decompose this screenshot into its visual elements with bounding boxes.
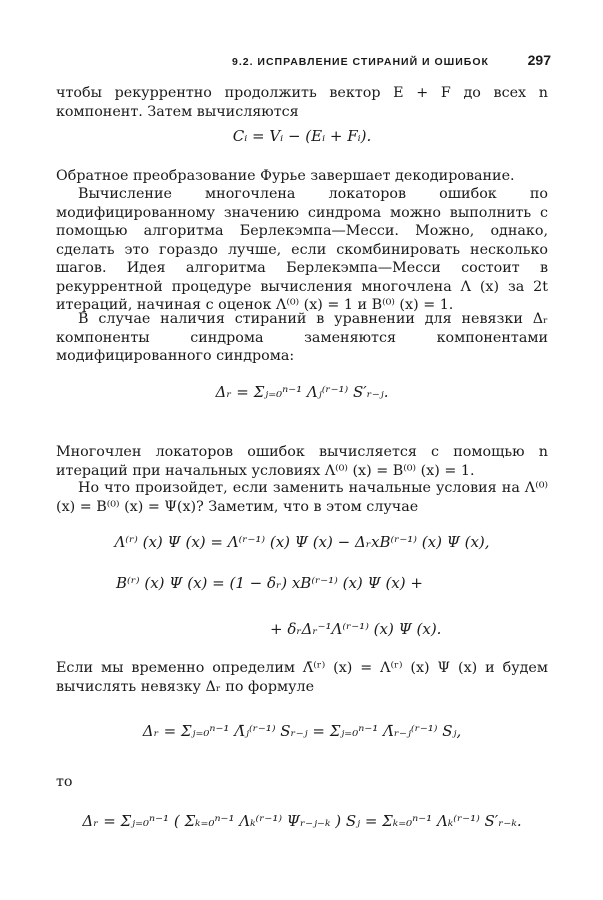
formula-discrepancy-expanded: Δᵣ = Σⱼ₌₀ⁿ⁻¹ ( Σₖ₌₀ⁿ⁻¹ Λₖ⁽ʳ⁻¹⁾ Ψᵣ₋ⱼ₋ₖ ) Sⱼ = Σₖ₌₀ⁿ⁻¹ Λₖ⁽ʳ⁻¹⁾ S′ᵣ₋ₖ. bbox=[82, 812, 522, 830]
formula-b-recursion-continued: + δᵣΔᵣ⁻¹Λ⁽ʳ⁻¹⁾ (x) Ψ (x). bbox=[270, 620, 442, 638]
paragraph-initial-conditions: Но что произойдет, если заменить начальные условия на Λ⁽⁰⁾ (x) = B⁽⁰⁾ (x) = Ψ(x)? Заметим, что в этом случае bbox=[56, 480, 548, 515]
running-title: 9.2. ИСПРАВЛЕНИЕ СТИРАНИЙ И ОШИБОК bbox=[232, 56, 489, 68]
formula-b-recursion: B⁽ʳ⁾ (x) Ψ (x) = (1 − δᵣ) xB⁽ʳ⁻¹⁾ (x) Ψ (x) + bbox=[116, 574, 423, 592]
paragraph-berlekamp-massey: Вычисление многочлена локаторов ошибок по модифицированному значению синдрома можно выполнить с помощью алгоритма Берлекэмпа—Месси. Можно, однако, сделать это гораздо лучше, если скомбинировать несколько шагов. Идея алгоритма Берлекэмпа—Месси состоит в рекуррентной процедуре вычисления многочлена Λ (x) за 2t итераций, начиная с оценок Λ⁽⁰⁾ (x) = 1 и B⁽⁰⁾ (x) = 1. bbox=[56, 186, 548, 313]
paragraph-locator-iterations: Многочлен локаторов ошибок вычисляется с помощью n итераций при начальных условиях Λ⁽⁰⁾ (x) = B⁽⁰⁾ (x) = 1. bbox=[56, 444, 548, 479]
formula-codeword: Cᵢ = Vᵢ − (Eᵢ + Fᵢ). bbox=[232, 127, 372, 145]
formula-discrepancy-modified: Δᵣ = Σⱼ₌₀ⁿ⁻¹ Λⱼ⁽ʳ⁻¹⁾ S′ᵣ₋ⱼ. bbox=[215, 383, 389, 401]
paragraph-vector-extension: чтобы рекуррентно продолжить вектор E + F до всех n компонент. Затем вычисляются bbox=[56, 85, 548, 120]
formula-lambda-recursion: Λ⁽ʳ⁾ (x) Ψ (x) = Λ⁽ʳ⁻¹⁾ (x) Ψ (x) − ΔᵣxB⁽ʳ⁻¹⁾ (x) Ψ (x), bbox=[114, 533, 490, 551]
page-number: 297 bbox=[527, 52, 551, 68]
paragraph-erasures: В случае наличия стираний в уравнении для невязки Δᵣ компоненты синдрома заменяются компонентами модифицированного синдрома: bbox=[56, 311, 548, 364]
paragraph-inverse-fourier: Обратное преобразование Фурье завершает декодирование. bbox=[56, 168, 515, 184]
page-header bbox=[232, 52, 551, 68]
formula-discrepancy-bar: Δᵣ = Σⱼ₌₀ⁿ⁻¹ Λ̄ⱼ⁽ʳ⁻¹⁾ Sᵣ₋ⱼ = Σⱼ₌₀ⁿ⁻¹ Λ̄ᵣ₋ⱼ⁽ʳ⁻¹⁾ Sⱼ, bbox=[142, 722, 462, 740]
paragraph-temporary-definition: Если мы временно определим Λ̄⁽ʳ⁾ (x) = Λ⁽ʳ⁾ (x) Ψ (x) и будем вычислять невязку Δᵣ по формуле bbox=[56, 660, 548, 695]
paragraph-then: то bbox=[56, 774, 73, 790]
